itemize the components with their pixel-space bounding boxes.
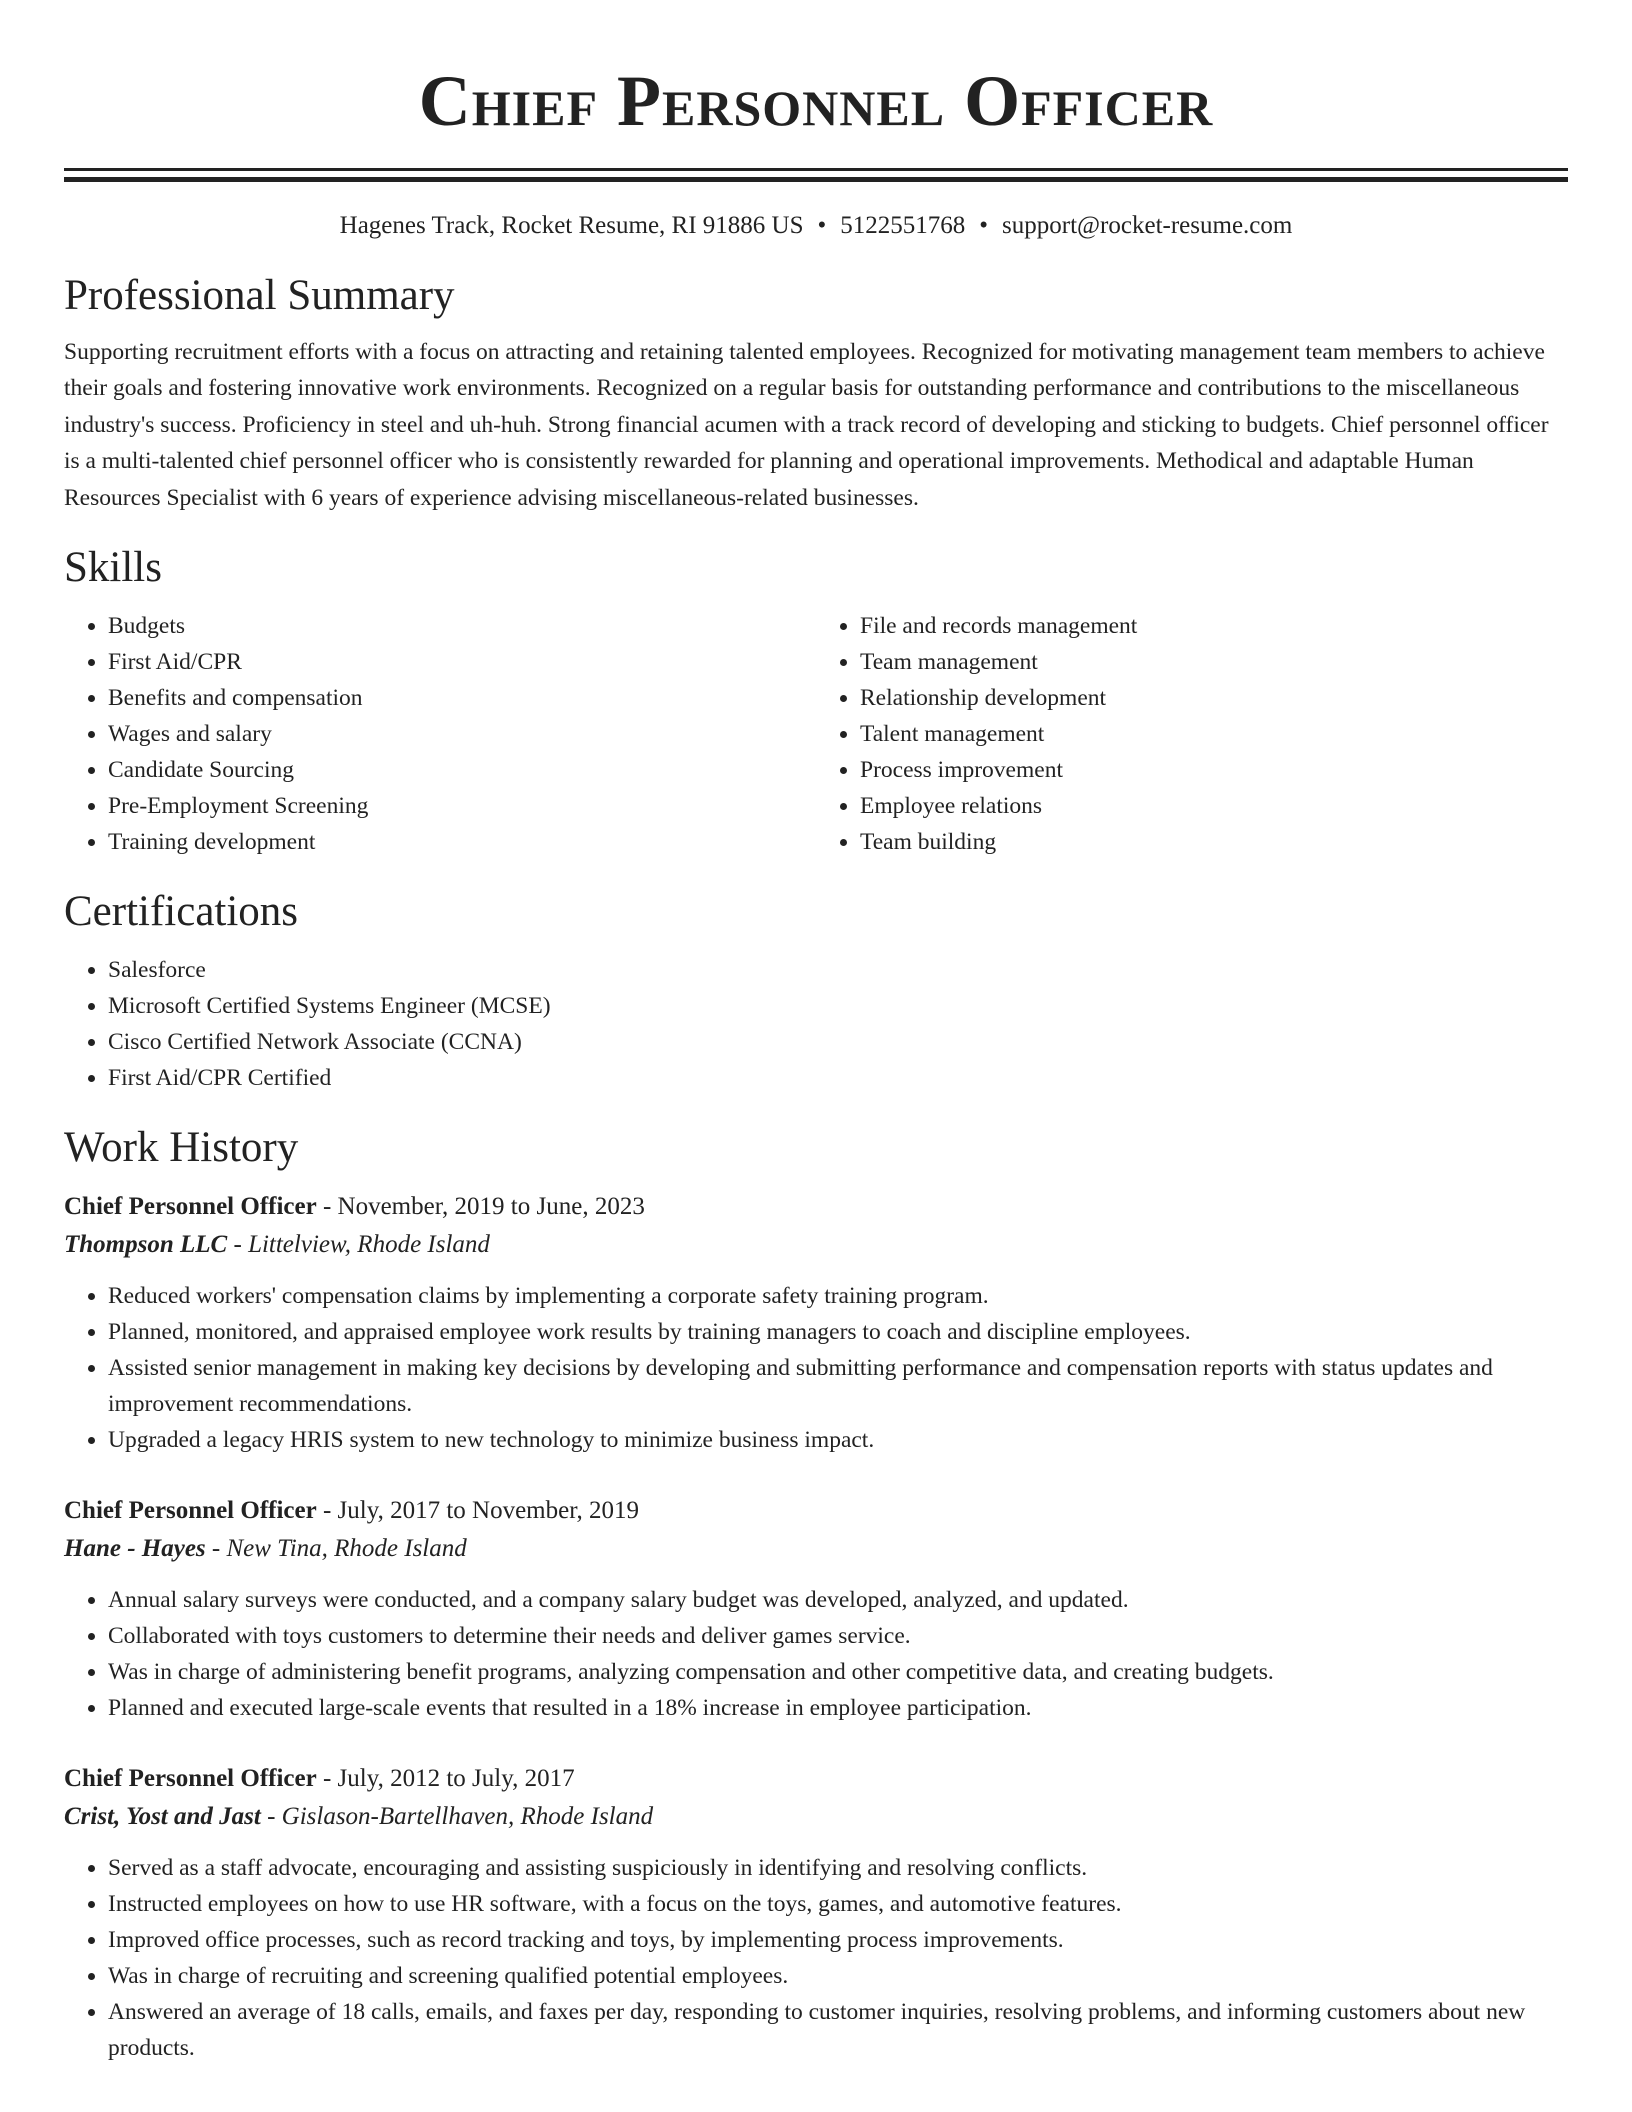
job-bullet: • Answered an average of 18 calls, emails, and faxes per day, responding to customer inquiries, resolving problems, and informing customers about new products. [108,1994,1568,2066]
contact-address: Hagenes Track, Rocket Resume, RI 91886 US [339,212,804,239]
certification-item: • Microsoft Certified Systems Engineer (MCSE) [108,988,1568,1024]
job-title: Chief Personnel Officer [64,1497,317,1525]
job-title-line [64,1492,1568,1530]
skill-item: • Benefits and compensation [108,680,816,716]
header-rule-top [64,168,1568,171]
contact-separator: • [817,212,827,239]
skill-item: • Team management [860,644,1568,680]
certifications-heading: Certifications [64,888,299,936]
job-bullets [64,1278,1568,1458]
company-line [64,1530,1568,1568]
dash-separator: - [316,1765,338,1793]
summary-text: Supporting recruitment efforts with a focus on attracting and retaining talented employees. Recognized for motivating management team members to achieve their goals and fostering innovative work environments. Recognized on a regular basis for outstanding performance and contributions to the miscellaneous industry's success. Proficiency in steel and uh-huh. Strong financial acumen with a track record of developing and sticking to budgets. Chief personnel officer is a multi-talented chief personnel officer who is consistently rewarded for planning and operational improvements. Methodical and adaptable Human Resources Specialist with 6 years of experience advising miscellaneous-related businesses. [64,339,1549,511]
job-dates: July, 2012 to July, 2017 [337,1765,575,1793]
job-location: Littelview, Rhode Island [248,1231,490,1259]
job-bullet: • Planned and executed large-scale events that resulted in a 18% increase in employee participation. [108,1690,1568,1726]
company-line [64,1226,1568,1264]
job-company: Crist, Yost and Jast [64,1803,261,1831]
job-bullet: • Was in charge of administering benefit programs, analyzing compensation and other competitive data, and creating budgets. [108,1654,1568,1690]
job-title: Chief Personnel Officer [64,1765,317,1793]
dash-separator: - [316,1193,338,1221]
job-bullet: • Instructed employees on how to use HR software, with a focus on the toys, games, and automotive features. [108,1886,1568,1922]
contact-phone: 5122551768 [840,212,966,239]
dash-separator: - [316,1497,338,1525]
contact-email: support@rocket-resume.com [1002,212,1293,239]
job-location: Gislason-Bartellhaven, Rhode Island [281,1803,654,1831]
work-history-heading: Work History [64,1124,299,1172]
dash-separator: - [260,1803,282,1831]
job-entry [64,1492,1568,1726]
skill-item: • Wages and salary [108,716,816,752]
skill-item: • Team building [860,824,1568,860]
skill-item: • Budgets [108,608,816,644]
skill-item: • File and records management [860,608,1568,644]
resume-name: Chief Personnel Officer [418,61,1214,141]
skills-list-right [816,608,1568,860]
job-entry [64,1188,1568,1458]
skill-item: • Employee relations [860,788,1568,824]
job-bullets [64,1850,1568,2066]
contact-separator: • [979,212,989,239]
summary-heading: Professional Summary [64,272,455,319]
skill-item: • Candidate Sourcing [108,752,816,788]
dash-separator: - [227,1231,249,1259]
job-bullet: • Assisted senior management in making key decisions by developing and submitting performance and compensation reports with status updates and improvement recommendations. [108,1350,1568,1422]
contact-line [64,210,1568,242]
certification-item: • First Aid/CPR Certified [108,1060,1568,1096]
job-bullet: • Collaborated with toys customers to determine their needs and deliver games service. [108,1618,1568,1654]
job-bullet: • Upgraded a legacy HRIS system to new technology to minimize business impact. [108,1422,1568,1458]
skills-heading: Skills [64,544,162,592]
job-title: Chief Personnel Officer [64,1193,317,1221]
job-bullet: • Planned, monitored, and appraised employee work results by training managers to coach and discipline employees. [108,1314,1568,1350]
certification-item: • Salesforce [108,952,1568,988]
job-bullet: • Improved office processes, such as record tracking and toys, by implementing process improvements. [108,1922,1568,1958]
header-rule-bottom [64,177,1568,182]
job-bullet: • Was in charge of recruiting and screening qualified potential employees. [108,1958,1568,1994]
job-bullet: • Served as a staff advocate, encouraging and assisting suspiciously in identifying and resolving conflicts. [108,1850,1568,1886]
skills-list-left [64,608,816,860]
skill-item: • Talent management [860,716,1568,752]
skills-columns [64,608,1568,860]
certifications-list [64,952,1568,1096]
skill-item: • Relationship development [860,680,1568,716]
certification-item: • Cisco Certified Network Associate (CCNA) [108,1024,1568,1060]
job-company: Hane - Hayes [64,1535,206,1563]
dash-separator: - [205,1535,227,1563]
job-company: Thompson LLC [64,1231,228,1259]
job-location: New Tina, Rhode Island [226,1535,467,1563]
job-dates: July, 2017 to November, 2019 [337,1497,640,1525]
job-bullet: • Reduced workers' compensation claims by implementing a corporate safety training program. [108,1278,1568,1314]
job-title-line [64,1188,1568,1226]
job-title-line [64,1760,1568,1798]
skill-item: • First Aid/CPR [108,644,816,680]
skill-item: • Process improvement [860,752,1568,788]
job-dates: November, 2019 to June, 2023 [337,1193,645,1221]
job-entry [64,1760,1568,2066]
job-bullets [64,1582,1568,1726]
company-line [64,1798,1568,1836]
skill-item: • Pre-Employment Screening [108,788,816,824]
job-bullet: • Annual salary surveys were conducted, and a company salary budget was developed, analyzed, and updated. [108,1582,1568,1618]
skill-item: • Training development [108,824,816,860]
